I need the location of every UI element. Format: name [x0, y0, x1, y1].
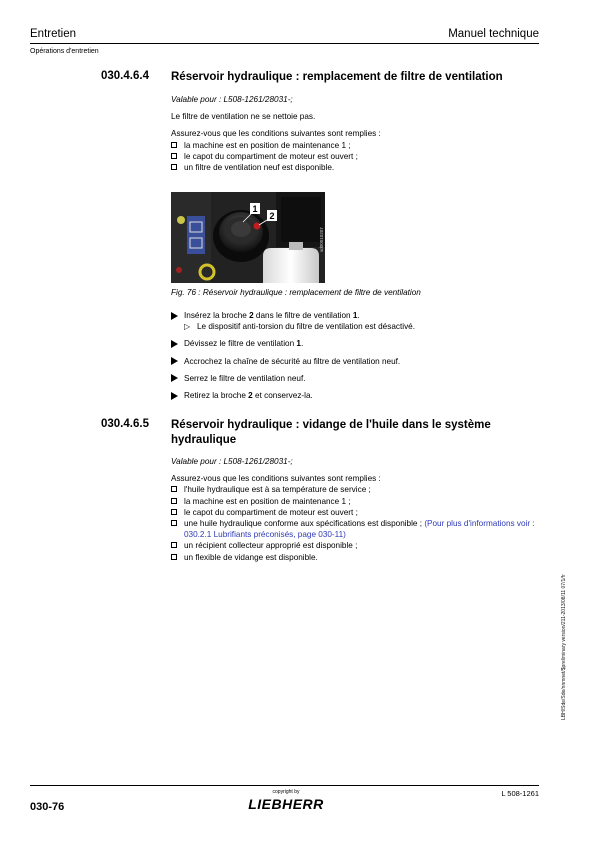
- section-title: Réservoir hydraulique : remplacement de filtre de ventilation: [171, 71, 503, 83]
- procedure-steps: [171, 310, 541, 401]
- hydraulic-tank-photo: [171, 192, 325, 283]
- paragraph: Assurez-vous que les conditions suivantes sont remplies :: [171, 129, 381, 139]
- checkbox-icon: [171, 498, 177, 504]
- checklist-item: la machine est en position de maintenance 1 ;: [171, 496, 541, 507]
- checkbox-icon: [171, 153, 177, 159]
- footer-rule: [30, 785, 539, 786]
- checklist-item: le capot du compartiment de moteur est ouvert ;: [171, 151, 541, 162]
- checkbox-icon: [171, 142, 177, 148]
- paragraph: Le filtre de ventilation ne se nettoie pas.: [171, 112, 316, 122]
- step-result: ▷ Le dispositif anti-torsion du filtre de ventilation est désactivé.: [184, 322, 415, 332]
- photo-tag: sd00010207: [319, 227, 324, 252]
- step-arrow-icon: [171, 392, 178, 400]
- step-arrow-icon: [171, 357, 178, 365]
- section-number: 030.4.6.4: [101, 70, 149, 82]
- header-rule: [30, 43, 539, 44]
- page-number: 030-76: [30, 801, 65, 813]
- validity-note: Valable pour : L508-1261/28031-;: [171, 95, 293, 104]
- checklist-item: l'huile hydraulique est à sa température de service ;: [171, 484, 541, 495]
- checklist-item: un flexible de vidange est disponible.: [171, 552, 541, 563]
- step-item: Serrez le filtre de ventilation neuf.: [171, 373, 541, 384]
- checklist-item: un filtre de ventilation neuf est disponible.: [171, 162, 541, 173]
- checklist-item: la machine est en position de maintenance 1 ;: [171, 140, 541, 151]
- result-arrow-icon: ▷: [184, 322, 191, 332]
- checklist-item: le capot du compartiment de moteur est ouvert ;: [171, 507, 541, 518]
- section-body: [171, 456, 541, 563]
- checkbox-icon: [171, 486, 177, 492]
- checklist-item: un récipient collecteur approprié est disponible ;: [171, 540, 541, 551]
- checkbox-icon: [171, 164, 177, 170]
- header-subtitle: Opérations d'entretien: [30, 48, 99, 55]
- footer-copyright: copyright by: [272, 789, 300, 795]
- step-item: Insérez la broche 2 dans le filtre de ventilation 1.: [171, 310, 541, 321]
- callout-2: 2: [269, 211, 275, 221]
- step-item: Retirez la broche 2 et conservez-la.: [171, 390, 541, 401]
- validity-note: Valable pour : L508-1261/28031-;: [171, 457, 293, 466]
- header-chapter: Entretien: [30, 28, 77, 40]
- figure-photo: [171, 192, 325, 283]
- step-item: Dévissez le filtre de ventilation 1.: [171, 338, 541, 349]
- header-manual-title: Manuel technique: [448, 28, 539, 40]
- checklist-item: une huile hydraulique conforme aux spécifications est disponible ; (Pour plus d'informations voir : 030.2.1 Lubrifiants préconisés, page 030-11): [171, 518, 541, 540]
- step-item: Accrochez la chaîne de sécurité au filtre de ventilation neuf.: [171, 356, 541, 367]
- paragraph: Assurez-vous que les conditions suivantes sont remplies :: [171, 474, 381, 484]
- side-document-path: LBH/Sde/Sde/nnmnet/$preliminary version/211-2013/08/11 07/1/fr: [561, 574, 567, 720]
- callout-1: 1: [252, 204, 258, 214]
- section-body: [171, 94, 541, 173]
- section-number: 030.4.6.5: [101, 418, 149, 430]
- step-arrow-icon: [171, 312, 178, 320]
- liebherr-logo: LIEBHERR: [248, 796, 324, 812]
- cross-reference-link[interactable]: (Pour plus d'informations voir : 030.2.1 Lubrifiants préconisés, page 030-11): [184, 519, 535, 540]
- figure-caption-block: [171, 287, 541, 298]
- checkbox-icon: [171, 554, 177, 560]
- section-title: Réservoir hydraulique : vidange de l'huile dans le système hydraulique: [171, 419, 491, 446]
- checkbox-icon: [171, 520, 177, 526]
- step-arrow-icon: [171, 340, 178, 348]
- footer-doc-number: L 508-1261: [501, 789, 539, 798]
- checkbox-icon: [171, 509, 177, 515]
- checkbox-icon: [171, 542, 177, 548]
- step-arrow-icon: [171, 374, 178, 382]
- figure-caption: Fig. 76 : Réservoir hydraulique : remplacement de filtre de ventilation: [171, 288, 421, 297]
